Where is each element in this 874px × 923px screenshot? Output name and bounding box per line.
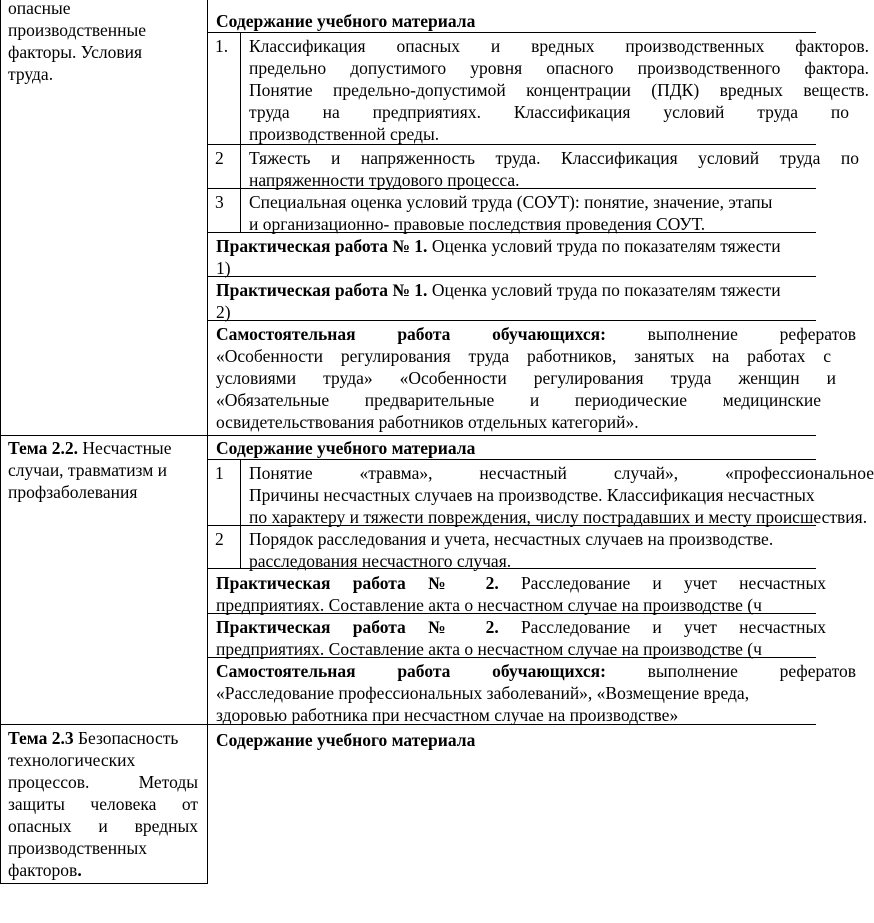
column-divider (207, 0, 208, 884)
practical-work-line: 2) (216, 302, 231, 322)
item-text-line: Тяжесть и напряженность труда. Классификация условий труда по (249, 148, 859, 168)
topic2-title-bold: Тема 2.2. (8, 438, 78, 458)
topic3-title-line: технологических (8, 750, 136, 770)
topic3-title-line: производственных (8, 838, 148, 858)
topic2-title-rest: Несчастные (77, 438, 172, 458)
topic3-title-line: опасных и вредных (8, 816, 198, 836)
topic-rule-2 (0, 435, 816, 436)
topic1-title-line: опасные (8, 0, 71, 18)
practical-work-text: Оценка условий труда по показателям тяжести (427, 280, 781, 300)
item-number: 1. (215, 36, 229, 56)
row-rule-practical2 (207, 320, 816, 321)
row-rule-header2 (207, 459, 816, 460)
item-text-line: и организационно- правовые последствия проведения СОУТ. (249, 214, 706, 234)
topic3-title-bold: Тема 2.3 (8, 728, 74, 748)
practical-work-line: 1) (216, 258, 231, 278)
practical-work (216, 572, 826, 594)
item-text-line: Специальная оценка условий труда (СОУТ): понятие, значение, этапы (249, 192, 773, 212)
topic1-title-line: факторы. Условия (8, 42, 143, 62)
practical-work-title: Практическая работа № 1. (216, 236, 428, 256)
item-text-line: Понятие «травма», несчастный случай», «профессиональное (249, 463, 874, 483)
num-divider-1 (240, 32, 241, 232)
practical-work-text: Расследование и учет несчастных (498, 573, 826, 593)
item-text-line: Порядок расследования и учета, несчастных случаев на производстве. (249, 529, 774, 549)
row-rule-header1 (207, 32, 816, 33)
item-number: 3 (215, 192, 224, 212)
independent-work-line: освидетельствования работников отдельных категорий». (216, 412, 639, 432)
practical-work-line: предприятиях. Составление акта о несчастном случае на производстве (ч (216, 595, 762, 615)
practical-work-title: Практическая работа № 1. (216, 280, 428, 300)
item-number: 2 (215, 529, 224, 549)
table-bottom-border (0, 883, 208, 884)
item-text-line: расследования несчастного случая. (249, 551, 512, 571)
section3-header: Содержание учебного материала (216, 730, 476, 750)
topic3-title-period: . (77, 860, 82, 880)
independent-work-line: «Обязательные предварительные и периодические медицинские (216, 390, 821, 410)
independent-work-line: условиями труда» «Особенности регулирования труда женщин и (216, 368, 836, 388)
item-text-line: напряженности трудового процесса. (249, 170, 520, 190)
practical-work-title: Практическая работа № 2. (216, 573, 499, 593)
item-text-line: производственной среды. (249, 124, 440, 144)
section1-header: Содержание учебного материала (216, 11, 476, 31)
practical-work-text: Оценка условий труда по показателям тяжести (427, 236, 781, 256)
table-left-border (0, 0, 1, 884)
practical-work-line: предприятиях. Составление акта о несчастном случае на производстве (ч (216, 639, 762, 659)
topic3-title-line: защиты человека от (8, 794, 198, 814)
num-divider-2 (240, 459, 241, 568)
section2-header: Содержание учебного материала (216, 438, 476, 458)
independent-work-text: выполнение рефератов (605, 661, 856, 681)
topic3-title-last: факторов (8, 860, 78, 880)
practical-work (216, 235, 781, 257)
practical-work-text: Расследование и учет несчастных (498, 617, 826, 637)
item-text-line: труда на предприятиях. Классификация условий труда по (249, 102, 849, 122)
item-number: 2 (215, 148, 224, 168)
independent-work-line: здоровью работника при несчастном случае на производстве» (216, 705, 679, 725)
independent-work (216, 323, 856, 345)
item-text-line: по характеру и тяжести повреждения, числу пострадавших и месту происшествия. (249, 507, 868, 527)
topic3-title-line: процессов. Методы (8, 772, 198, 792)
topic1-title-line: производственные (8, 20, 147, 40)
item-text-line: Причины несчастных случаев на производстве. Классификация несчастных (249, 485, 815, 505)
topic1-title-line: труда. (8, 64, 54, 84)
independent-work-text: выполнение рефератов (605, 324, 856, 344)
independent-work-line: «Расследование профессиональных заболеваний», «Возмещение вреда, (216, 683, 750, 703)
item-text-line: Понятие предельно-допустимой концентрации (ПДК) вредных веществ. (249, 80, 869, 100)
item-text-line: Классификация опасных и вредных производственных факторов. (249, 36, 869, 56)
row-rule-practical1 (207, 276, 816, 277)
topic2-title-line: профзаболевания (8, 482, 138, 502)
practical-work-title: Практическая работа № 2. (216, 617, 499, 637)
item-number: 1 (215, 463, 224, 483)
topic3-title-rest: Безопасность (73, 728, 179, 748)
independent-work (216, 660, 856, 682)
item-text-line: предельно допустимого уровня опасного производственного фактора. (249, 58, 869, 78)
independent-work-title: Самостоятельная работа обучающихся: (216, 324, 606, 344)
independent-work-title: Самостоятельная работа обучающихся: (216, 661, 606, 681)
practical-work (216, 616, 826, 638)
topic2-title-line: случаи, травматизм и (8, 460, 168, 480)
independent-work-line: «Особенности регулирования труда работников, занятых на работах с (216, 346, 831, 366)
practical-work (216, 279, 781, 301)
